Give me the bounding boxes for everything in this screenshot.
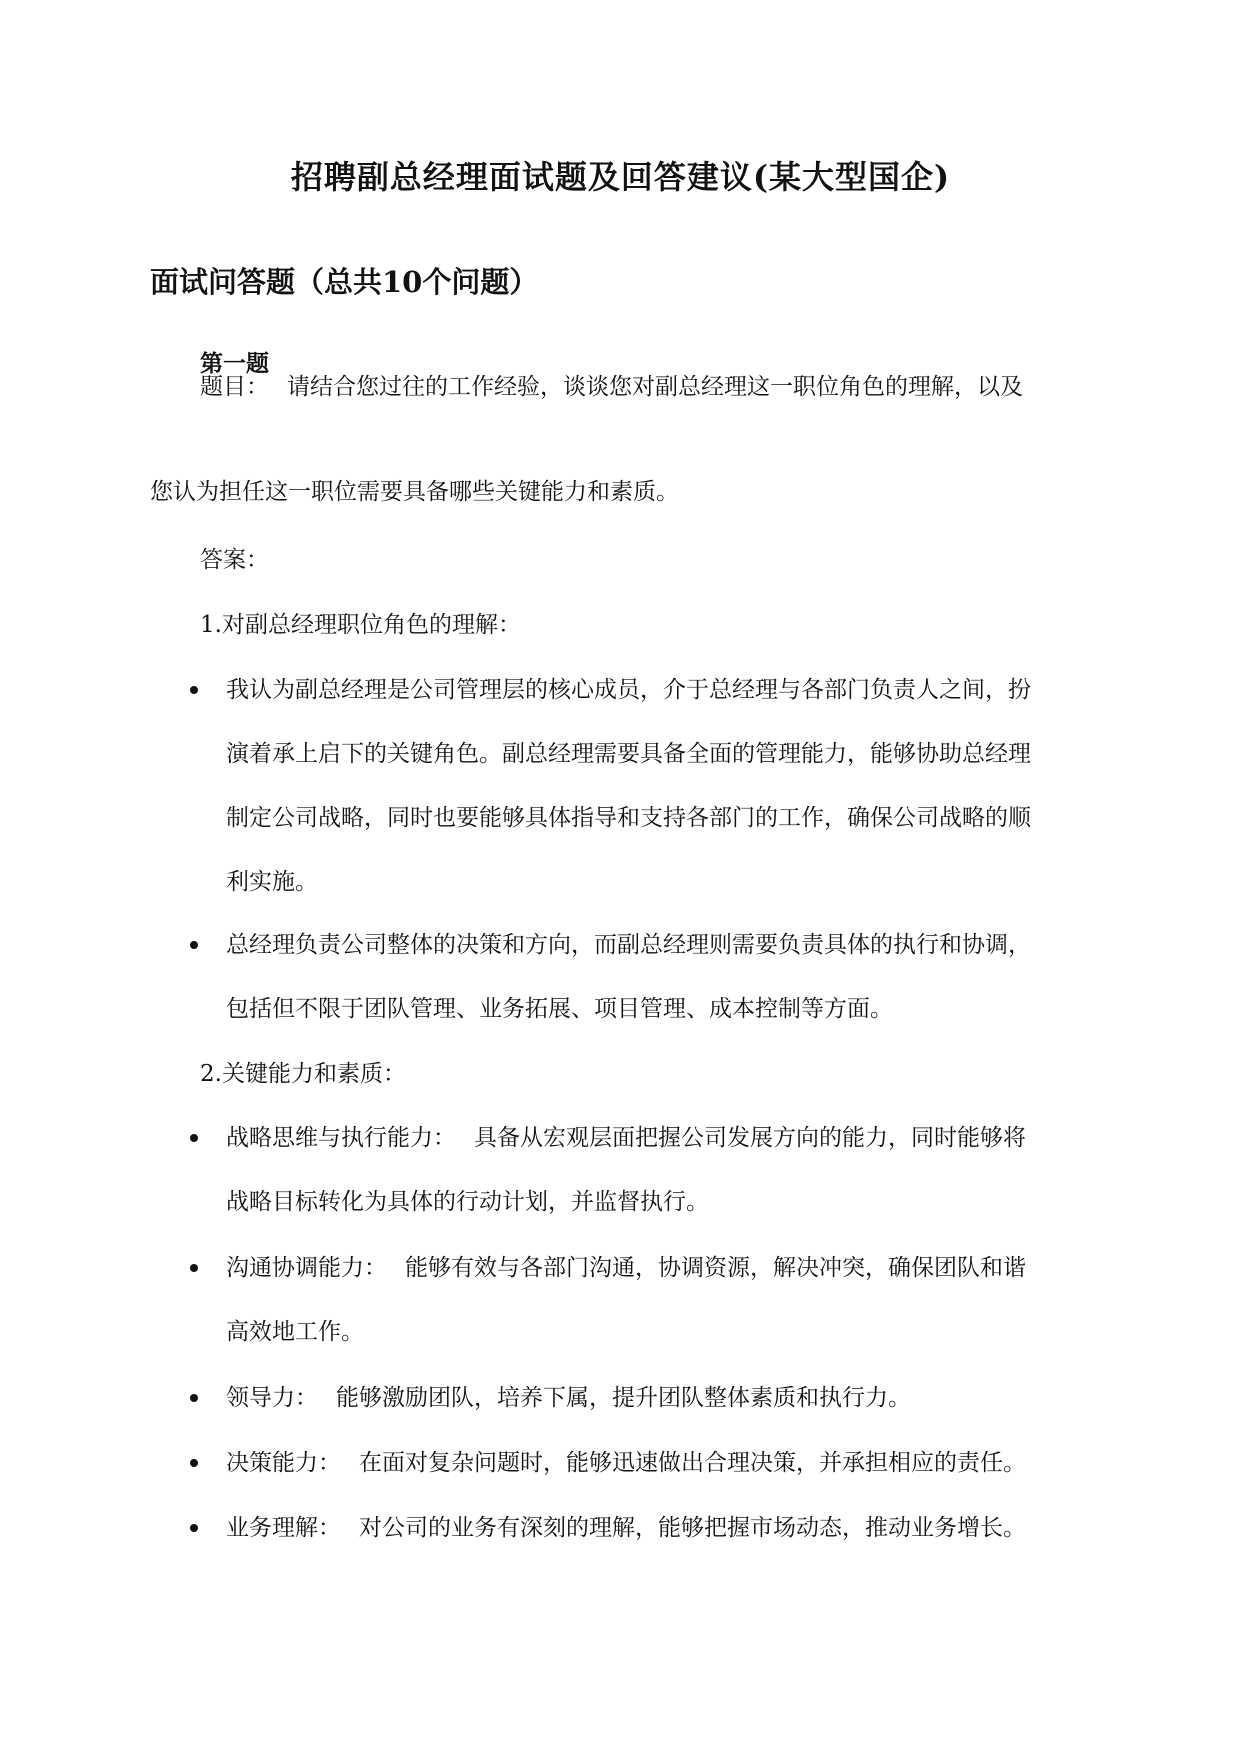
bullet-term: 沟通协调能力： (226, 1255, 387, 1281)
bullet-text: 能够激励团队，培养下属，提升团队整体素质和执行力。 (336, 1385, 911, 1411)
bullet-text: 对公司的业务有深刻的理解，能够把握市场动态，推动业务增长。 (359, 1515, 1026, 1541)
bullet-marker (190, 686, 198, 694)
bullet-term: 战略思维与执行能力： (226, 1125, 456, 1151)
bullet-marker (190, 1264, 198, 1272)
bullet-term: 领导力： (226, 1385, 318, 1411)
bullet-term: 业务理解： (226, 1515, 341, 1541)
part2-heading: 2.关键能力和素质： (200, 1061, 406, 1087)
part2-bullet1-line2: 战略目标转化为具体的行动计划，并监督执行。 (226, 1189, 709, 1215)
section-heading: 面试问答题（总共10个问题） (150, 265, 539, 299)
bullet-marker (190, 941, 198, 949)
part1-bullet1-line2: 演着承上启下的关键角色。副总经理需要具备全面的管理能力，能够协助总经理 (226, 741, 1031, 767)
bullet-marker (190, 1134, 198, 1142)
part1-bullet1-line4: 利实施。 (226, 869, 318, 895)
part1-bullet2-line1: 总经理负责公司整体的决策和方向，而副总经理则需要负责具体的执行和协调， (226, 932, 1031, 958)
bullet-marker (190, 1524, 198, 1532)
question-label: 第一题 (200, 350, 269, 377)
part2-bullet4-line1 (226, 1447, 1026, 1479)
part2-bullet5-line1 (226, 1512, 1026, 1544)
prompt-label: 题目： (200, 374, 269, 400)
bullet-marker (190, 1394, 198, 1402)
part1-bullet1-line1: 我认为副总经理是公司管理层的核心成员，介于总经理与各部门负责人之间，扮 (226, 677, 1031, 703)
question-prompt-line-1 (200, 371, 1023, 403)
part1-bullet1-line3: 制定公司战略，同时也要能够具体指导和支持各部门的工作，确保公司战略的顺 (226, 805, 1031, 831)
bullet-text: 在面对复杂问题时，能够迅速做出合理决策，并承担相应的责任。 (359, 1450, 1026, 1476)
prompt-text: 请结合您过往的工作经验，谈谈您对副总经理这一职位角色的理解，以及 (287, 374, 1023, 400)
question-prompt-line-2: 您认为担任这一职位需要具备哪些关键能力和素质。 (150, 479, 679, 505)
part2-bullet2-line2: 高效地工作。 (226, 1319, 364, 1345)
bullet-term: 决策能力： (226, 1450, 341, 1476)
bullet-text: 具备从宏观层面把握公司发展方向的能力，同时能够将 (474, 1125, 1026, 1151)
answer-label: 答案： (200, 547, 269, 573)
part1-bullet2-line2: 包括但不限于团队管理、业务拓展、项目管理、成本控制等方面。 (226, 996, 893, 1022)
bullet-marker (190, 1459, 198, 1467)
part2-bullet1-line1 (226, 1122, 1026, 1154)
part1-heading: 1.对副总经理职位角色的理解： (200, 612, 521, 638)
part2-bullet3-line1 (226, 1382, 911, 1414)
bullet-text: 能够有效与各部门沟通，协调资源，解决冲突，确保团队和谐 (405, 1255, 1026, 1281)
document-title: 招聘副总经理面试题及回答建议(某大型国企) (290, 158, 951, 196)
part2-bullet2-line1 (226, 1252, 1026, 1284)
